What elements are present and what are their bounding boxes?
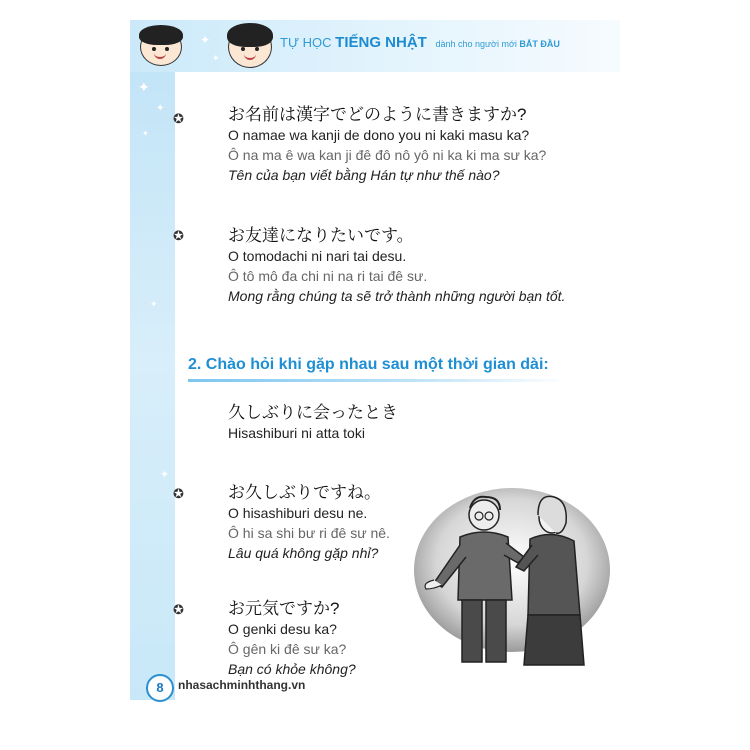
title-suffix: dành cho người mới xyxy=(435,39,517,49)
pronunciation-text: Ô tô mô đa chi ni na ri tai đê sư. xyxy=(228,268,428,284)
romaji-text: Hisashiburi ni atta toki xyxy=(228,425,365,441)
pronunciation-text: Ô gên ki đê sư ka? xyxy=(228,641,347,657)
japanese-text: お友達になりたいです。 xyxy=(228,226,414,245)
people-meeting-illustration xyxy=(412,475,612,675)
star-bullet-icon: ✪ xyxy=(173,228,184,243)
section-heading xyxy=(188,356,588,382)
japanese-text: 久しぶりに会ったとき xyxy=(228,403,398,422)
romaji-text: O namae wa kanji de dono you ni kaki masu ka? xyxy=(228,127,530,143)
girl-face-icon xyxy=(228,26,272,68)
vietnamese-translation: Mong rằng chúng ta sẽ trở thành những người bạn tốt. xyxy=(228,288,566,304)
phrase-entry xyxy=(228,225,565,306)
decor-star-icon: ✦ xyxy=(150,299,158,309)
star-bullet-icon: ✪ xyxy=(173,111,184,126)
japanese-text: お元気ですか? xyxy=(228,599,340,618)
decor-star-icon: ✦ xyxy=(142,129,149,138)
romaji-text: O hisashiburi desu ne. xyxy=(228,505,368,521)
decor-star-icon: ✦ xyxy=(160,469,170,481)
title-prefix: TỰ HỌC xyxy=(280,35,332,50)
romaji-text: O tomodachi ni nari tai desu. xyxy=(228,248,407,264)
page-number: 8 xyxy=(146,674,174,702)
decor-star-icon: ✦ xyxy=(138,79,150,95)
publisher-website: nhasachminhthang.vn xyxy=(178,678,306,692)
boy-face-icon xyxy=(140,28,182,66)
left-decor-band xyxy=(130,20,175,700)
phrase-entry xyxy=(228,598,356,679)
section-underline xyxy=(188,379,568,382)
decor-star-icon: ✦ xyxy=(156,103,165,114)
book-series-title xyxy=(280,34,560,51)
situation-entry xyxy=(228,402,398,443)
section-title: 2. Chào hỏi khi gặp nhau sau một thời gian dài: xyxy=(188,356,549,373)
japanese-text: お名前は漢字でどのように書きますか? xyxy=(228,105,527,124)
vietnamese-translation: Tên của bạn viết bằng Hán tự như thế nào? xyxy=(228,167,500,183)
star-bullet-icon: ✪ xyxy=(173,486,184,501)
vietnamese-translation: Lâu quá không gặp nhỉ? xyxy=(228,545,379,561)
japanese-text: お久しぶりですね。 xyxy=(228,483,381,502)
pronunciation-text: Ô na ma ê wa kan ji đê đô nô yô ni ka ki ma sư ka? xyxy=(228,147,547,163)
title-brand: TIẾNG NHẬT xyxy=(335,34,427,51)
pronunciation-text: Ô hi sa shi bư ri đê sư nê. xyxy=(228,525,390,541)
star-bullet-icon: ✪ xyxy=(173,602,184,617)
title-suffix-bold: BẮT ĐẦU xyxy=(519,39,560,49)
romaji-text: O genki desu ka? xyxy=(228,621,337,637)
decor-star-icon: ✦ xyxy=(200,33,211,47)
decor-star-icon: ✦ xyxy=(212,53,220,63)
phrase-entry xyxy=(228,104,546,185)
phrase-entry xyxy=(228,482,390,563)
vietnamese-translation: Bạn có khỏe không? xyxy=(228,661,356,677)
